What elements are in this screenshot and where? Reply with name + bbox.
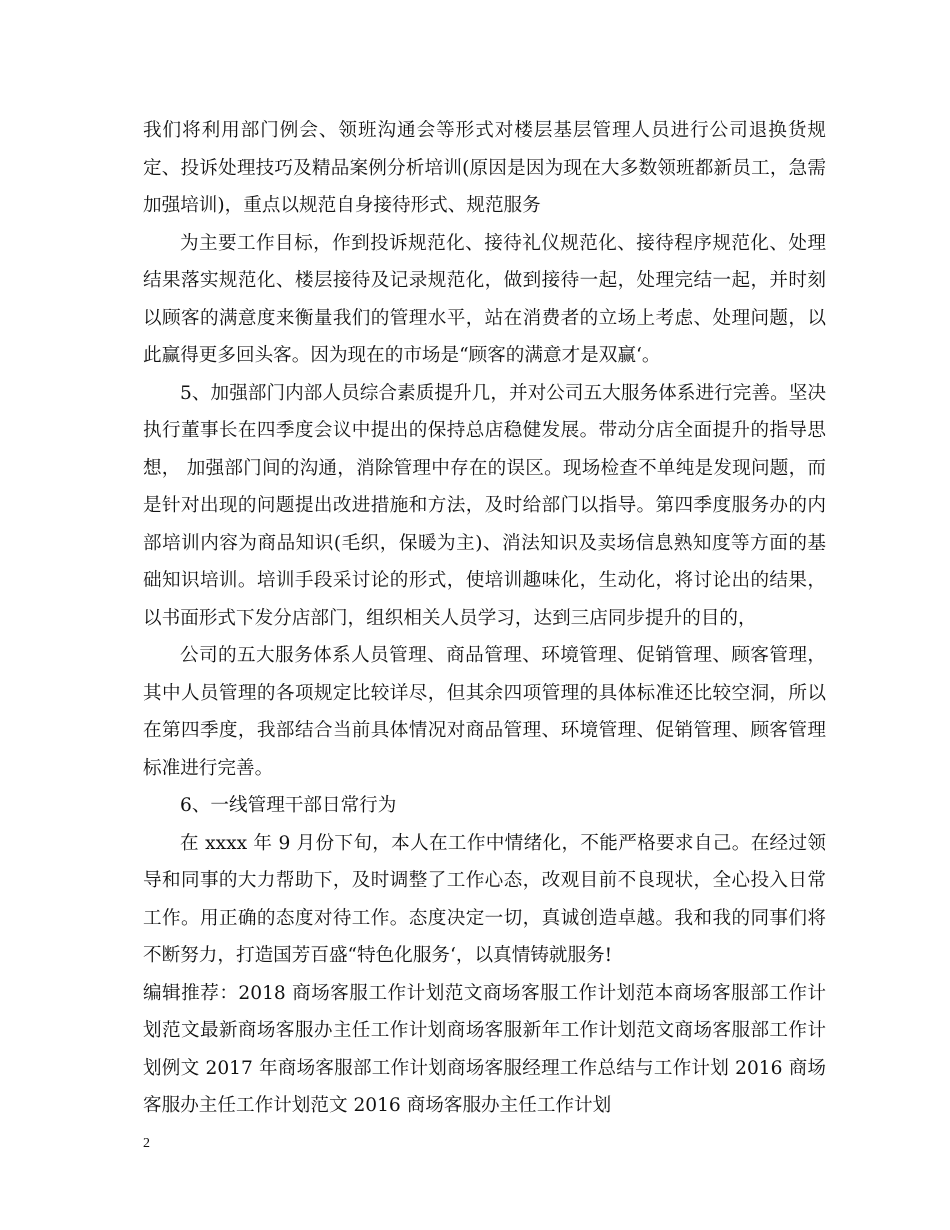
heading-section-6: 6、一线管理干部日常行为: [180, 795, 397, 816]
page-number: 2: [143, 1136, 150, 1151]
paragraph-personal-reflection: 在 xxxx 年 9 月份下旬，本人在工作中情绪化，不能严格要求自己。在经过领导和同事的大力帮助下，及时调整了工作心态，改观目前不良现状，全心投入日常工作。用正确的态度对待工作。态度决定一切，真诚创造卓越。我和我的同事们将不断努力，打造国芳百盛“特色化服务‘，以真情铸就服务!: [143, 832, 826, 966]
paragraph-work-goals: 为主要工作目标，作到投诉规范化、接待礼仪规范化、接待程序规范化、处理结果落实规范化、楼层接待及记录规范化，做到接待一起，处理完结一起，并时刻以顾客的满意度来衡量我们的管理水平，站在消费者的立场上考虑、处理问题，以此赢得更多回头客。因为现在的市场是“顾客的满意才是双赢‘。: [143, 232, 826, 366]
paragraph-section-5: 5、加强部门内部人员综合素质提升几，并对公司五大服务体系进行完善。坚决执行董事长在四季度会议中提出的保持总店稳健发展。带动分店全面提升的指导思想， 加强部门间的沟通，消除管理中存在的误区。现场检查不单纯是发现问题，而是针对出现的问题提出改进措施和方法，及时给部门以指导。第四季度服务办的内部培训内容为商品知识(毛织，保暖为主)、消法知识及卖场信息熟知度等方面的基础知识培训。培训手段采讨论的形式，使培训趣味化，生动化，将讨论出的结果，以书面形式下发分店部门，组织相关人员学习，达到三店同步提升的目的，: [143, 382, 826, 629]
paragraph-editor-recommendation: 编辑推荐：2018 商场客服工作计划范文商场客服工作计划范本商场客服部工作计划范文最新商场客服办主任工作计划商场客服新年工作计划范文商场客服部工作计划例文 2017 年商场客服部工作计划商场客服经理工作总结与工作计划 2016 商场客服办主任工作计划范文 2016 商场客服办主任工作计划: [143, 982, 826, 1116]
paragraph-service-system: 公司的五大服务体系人员管理、商品管理、环境管理、促销管理、顾客管理，其中人员管理的各项规定比较详尽，但其余四项管理的具体标准还比较空洞，所以在第四季度，我部结合当前具体情况对商品管理、环境管理、促销管理、顾客管理标准进行完善。: [143, 645, 826, 779]
document-page: [143, 112, 826, 1125]
paragraph-training-plan: 我们将利用部门例会、领班沟通会等形式对楼层基层管理人员进行公司退换货规定、投诉处理技巧及精品案例分析培训(原因是因为现在大多数领班都新员工，急需加强培训)，重点以规范自身接待形式、规范服务: [143, 120, 826, 216]
